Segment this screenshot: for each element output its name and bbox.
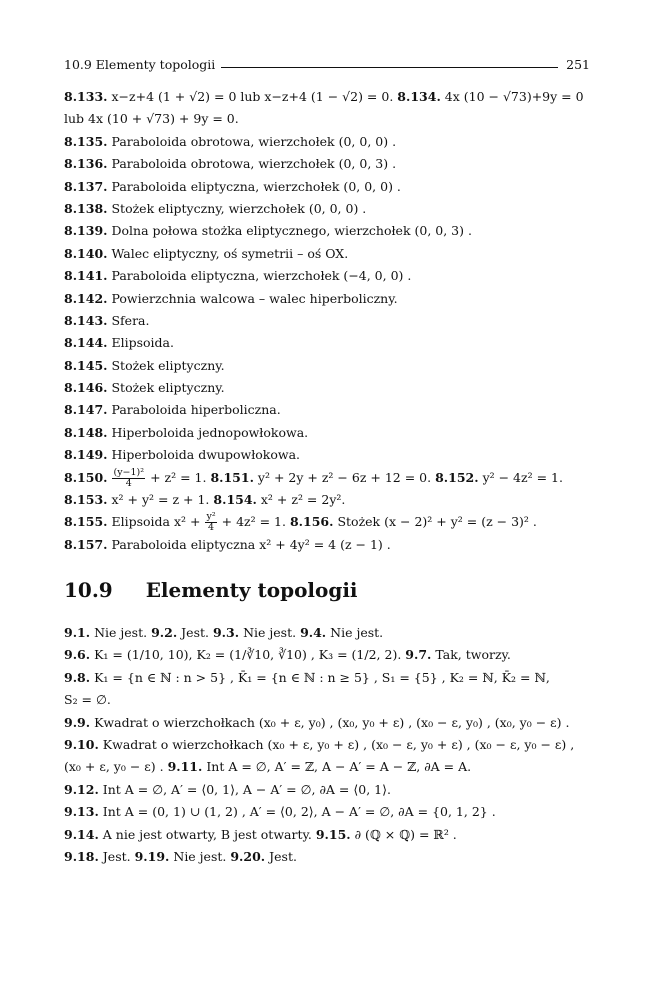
answer-number: 8.141. <box>64 268 108 284</box>
answer-line <box>64 220 592 242</box>
answer-number: 8.154. <box>213 492 257 508</box>
answer-number: 8.142. <box>64 290 108 306</box>
answer-number: 9.11. <box>167 759 203 775</box>
answer-text: Dolna połowa stożka eliptycznego, wierzchołek (0, 0, 3) . <box>111 223 472 239</box>
answer-line <box>64 86 592 108</box>
answer-line <box>64 801 592 823</box>
answer-text: Kwadrat o wierzchołkach (x₀ + ε, y₀) , (x₀, y₀ + ε) , (x₀ − ε, y₀) , (x₀, y₀ − ε) . <box>94 714 570 730</box>
answer-text: K₁ = (1/10, 10), K₂ = (1/∛10, ∛10) , K₃ = (1/2, 2). <box>94 647 402 663</box>
answer-number: 8.139. <box>64 223 108 239</box>
answer-number: 8.135. <box>64 133 108 149</box>
page-number: 251 <box>566 57 590 72</box>
answer-number: 9.6. <box>64 647 91 663</box>
answer-line <box>64 846 592 868</box>
answer-text: x−z+4 (1 + √2) = 0 lub x−z+4 (1 − √2) = 0. <box>111 89 394 104</box>
answer-number: 9.13. <box>64 804 99 820</box>
fraction: $\frac{\text{y²}}{4}$ <box>206 511 216 534</box>
answer-number: 8.136. <box>64 156 108 172</box>
answer-line <box>64 779 592 801</box>
answer-line <box>64 131 592 153</box>
answer-line <box>64 667 592 689</box>
answer-number: 9.14. <box>64 826 99 842</box>
answer-line <box>64 712 592 734</box>
answer-line <box>64 108 592 130</box>
answer-line <box>64 622 592 644</box>
answer-line <box>64 355 592 377</box>
answer-number: 8.137. <box>64 178 108 194</box>
running-head <box>64 52 590 72</box>
answer-text: y² + 2y + z² − 6z + 12 = 0. <box>257 469 432 485</box>
answer-number: 9.19. <box>134 848 170 864</box>
answer-text: Nie jest. <box>330 625 384 640</box>
answer-number: 8.146. <box>64 380 108 396</box>
answer-line <box>64 824 592 846</box>
answer-text: Nie jest. <box>173 848 227 864</box>
answer-line <box>64 534 592 556</box>
answer-line <box>64 511 592 533</box>
answer-line <box>64 467 592 489</box>
answer-text: Sfera. <box>111 312 150 328</box>
section-title: Elementy topologii <box>145 578 358 602</box>
section-heading <box>64 578 358 602</box>
answer-number: 8.155. <box>64 514 108 530</box>
fraction: $\frac{\text{(y−1)²}}{4}$ <box>113 466 145 489</box>
answer-number: 8.152. <box>435 469 479 485</box>
answer-number: 9.10. <box>64 736 99 752</box>
answer-text: Jest. <box>102 848 131 864</box>
answer-number: 8.157. <box>64 536 108 552</box>
section-number: 10.9 <box>64 578 113 602</box>
answer-number: 9.8. <box>64 669 91 685</box>
answer-number: 9.20. <box>230 848 266 864</box>
answer-line <box>64 734 592 756</box>
answer-text: Stożek eliptyczny. <box>111 380 225 396</box>
answer-number: 9.15. <box>315 826 351 842</box>
answer-line <box>64 243 592 265</box>
answer-text: Paraboloida eliptyczna, wierzchołek (−4, 0, 0) . <box>111 268 412 284</box>
answer-number: 9.9. <box>64 714 91 730</box>
answer-text: Paraboloida hiperboliczna. <box>111 402 281 418</box>
answer-number: 8.143. <box>64 312 108 328</box>
answer-text: Tak, tworzy. <box>435 647 511 663</box>
answer-number: 8.140. <box>64 245 108 261</box>
answer-line <box>64 310 592 332</box>
answer-text: Paraboloida obrotowa, wierzchołek (0, 0, 3) . <box>111 156 397 172</box>
answer-text: Powierzchnia walcowa – walec hiperboliczny. <box>111 290 398 306</box>
answer-text: Jest. <box>181 625 209 640</box>
answer-number: 8.138. <box>64 200 108 216</box>
answer-text: Hiperboloida jednopowłokowa. <box>111 424 309 440</box>
answer-line <box>64 689 592 711</box>
answer-line <box>64 756 592 778</box>
answer-text: Stożek eliptyczny, wierzchołek (0, 0, 0) . <box>111 200 367 216</box>
answer-text: Int A = (0, 1) ∪ (1, 2) , A′ = ⟨0, 2⟩, A − A′ = ∅, ∂A = {0, 1, 2} . <box>102 804 496 820</box>
answer-number: 8.147. <box>64 402 108 418</box>
answer-line <box>64 644 592 666</box>
answer-number: 9.2. <box>151 625 178 640</box>
answer-text: y² − 4z² = 1. <box>482 469 563 485</box>
header-rule <box>221 67 558 68</box>
answer-text: Int A = ∅, A′ = ℤ, A − A′ = A − ℤ, ∂A = A. <box>206 759 472 775</box>
answer-text: ∂ (ℚ × ℚ) = ℝ² . <box>354 826 457 842</box>
answer-text: Paraboloida obrotowa, wierzchołek (0, 0, 0) . <box>111 133 397 149</box>
answer-text: + 4z² = 1. <box>221 514 286 530</box>
answer-text: Stożek eliptyczny. <box>111 357 225 373</box>
answer-text: + z² = 1. <box>150 469 207 485</box>
running-title: 10.9 Elementy topologii <box>64 57 216 72</box>
answer-text: Paraboloida eliptyczna, wierzchołek (0, 0, 0) . <box>111 178 401 194</box>
answer-number: 9.12. <box>64 781 99 797</box>
answer-number: 9.3. <box>212 625 240 640</box>
answer-text: A nie jest otwarty, B jest otwarty. <box>102 826 312 842</box>
answer-text: Nie jest. <box>243 625 297 640</box>
answer-text: K₁ = {n ∈ ℕ : n > 5} , K̄₁ = {n ∈ ℕ : n ≥ 5} , S₁ = {5} , K₂ = ℕ, K̄₂ = ℕ, <box>94 669 550 685</box>
answer-number: 8.144. <box>64 335 108 351</box>
answer-number: 8.149. <box>64 447 108 463</box>
answer-text: Elipsoida x² + <box>111 514 201 530</box>
answer-line <box>64 489 592 511</box>
answer-number: 8.145. <box>64 357 108 373</box>
answer-line <box>64 198 592 220</box>
answer-text: Paraboloida eliptyczna x² + 4y² = 4 (z − 1) . <box>111 536 391 552</box>
answer-text: x² + y² = z + 1. <box>111 492 210 508</box>
answer-text: 4x (10 − √73)+9y = 0 <box>444 89 584 104</box>
answer-text: Nie jest. <box>94 625 148 640</box>
answers-chapter-9 <box>64 622 592 868</box>
answer-number: 8.156. <box>289 514 334 530</box>
answer-line <box>64 332 592 354</box>
answer-line <box>64 265 592 287</box>
answer-line <box>64 444 592 466</box>
answer-text: x² + z² = 2y². <box>260 492 346 508</box>
answer-line <box>64 399 592 421</box>
answer-number: 9.7. <box>405 647 432 663</box>
answer-text: Kwadrat o wierzchołkach (x₀ + ε, y₀ + ε) , (x₀ − ε, y₀ + ε) , (x₀ − ε, y₀ − ε) , <box>102 736 575 752</box>
answer-text: (x₀ + ε, y₀ − ε) . <box>64 759 164 775</box>
answer-number: 8.148. <box>64 424 108 440</box>
answer-text: lub 4x (10 + √73) + 9y = 0. <box>64 111 239 127</box>
answer-text: Jest. <box>269 848 297 864</box>
answer-number: 8.133. <box>64 89 108 104</box>
answer-number: 8.153. <box>64 492 108 508</box>
answer-text: Hiperboloida dwupowłokowa. <box>111 447 301 463</box>
answer-text: Stożek (x − 2)² + y² = (z − 3)² . <box>337 514 537 530</box>
answer-text: Walec eliptyczny, oś symetrii – oś OX. <box>111 245 349 261</box>
answer-text: S₂ = ∅. <box>64 692 111 708</box>
answer-text: Elipsoida. <box>111 335 174 351</box>
answer-line <box>64 377 592 399</box>
answer-number: 8.150. <box>64 469 108 485</box>
answer-number: 8.134. <box>397 89 441 104</box>
answers-chapter-8 <box>64 86 592 556</box>
answer-number: 9.4. <box>300 625 327 640</box>
answer-text: Int A = ∅, A′ = ⟨0, 1⟩, A − A′ = ∅, ∂A = ⟨0, 1⟩. <box>102 781 391 797</box>
answer-number: 9.1. <box>64 625 91 640</box>
answer-line <box>64 422 592 444</box>
answer-number: 8.151. <box>210 469 254 485</box>
answer-line <box>64 176 592 198</box>
answer-line <box>64 288 592 310</box>
answer-number: 9.18. <box>64 848 99 864</box>
answer-line <box>64 153 592 175</box>
